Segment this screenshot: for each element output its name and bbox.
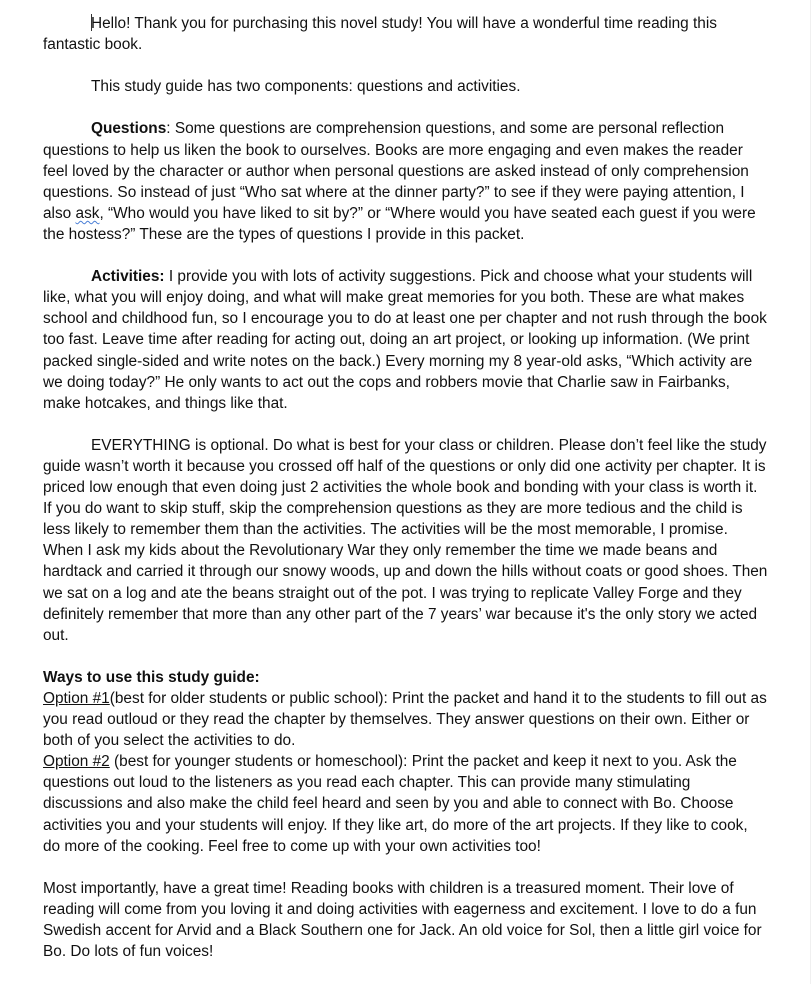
questions-text-2: , “Who would you have liked to sit by?” or “Where would you have seated each guest if you were the hostess?” These are the types of questions I provide in this packet.	[43, 204, 756, 243]
components-paragraph[interactable]: This study guide has two components: questions and activities.	[91, 78, 521, 96]
option1-label: Option #1	[43, 690, 110, 707]
blank-line	[43, 245, 768, 266]
blank-line	[43, 414, 768, 435]
intro-text: Hello! Thank you for purchasing this novel study! You will have a wonderful time reading this fantastic book.	[43, 15, 717, 54]
option2-text: (best for younger students or homeschool): Print the packet and keep it next to you. Ask the questions out loud to the listeners as you read each chapter. This can provide many stimulating discussions and also make the child feel heard and seen by you and able to connect with Bo. Choose activities you and your students will enjoy. If they like art, do more of the art projects. If they like to cook, do more of the cooking. Feel free to come up with your own activities too!	[43, 753, 748, 855]
blank-line	[43, 55, 768, 76]
document-body[interactable]	[43, 13, 768, 962]
blank-line	[43, 857, 768, 878]
activities-text: I provide you with lots of activity suggestions. Pick and choose what your students will like, what you will enjoy doing, and what will make great memories for you both. These are what makes school and childhood fun, so I encourage you to do at least one per chapter and not rush through the book too fast. Leave time after reading for acting out, doing an art project, or looking up information. (We print packed single-sided and write notes on the back.) Every morning my 8 year-old asks, “Which activity are we doing today?” He only wants to act out the cops and robbers movie that Charlie saw in Fairbanks, make hotcakes, and things like that.	[43, 268, 767, 412]
spellcheck-flagged-word[interactable]: ask	[75, 204, 100, 222]
closing-paragraph[interactable]: Most importantly, have a great time! Reading books with children is a treasured moment. Their love of reading will come from you loving it and doing activities with eagerness and excitement. I love to do a fun Swedish accent for Arvid and a Black Southern one for Jack. An old voice for Sol, then a little girl voice for Bo. Do lots of fun voices!	[43, 879, 762, 961]
questions-heading: Questions	[91, 120, 167, 138]
blank-line	[43, 646, 768, 667]
activities-paragraph[interactable]	[43, 266, 768, 414]
option2-paragraph[interactable]	[43, 751, 768, 856]
activities-heading: Activities:	[91, 268, 165, 286]
questions-text-1: : Some questions are comprehension questions, and some are personal reflection questions to help us liken the book to ourselves. Books are more engaging and even makes the reader feel loved by the character or author when personal questions are asked instead of only comprehension questions. So instead of just “Who sat where at the dinner party?” to see if they were paying attention, I also	[43, 120, 749, 222]
questions-paragraph[interactable]	[43, 118, 768, 245]
optional-paragraph[interactable]: EVERYTHING is optional. Do what is best for your class or children. Please don’t feel like the study guide wasn’t worth it because you crossed off half of the questions or only did one activity per chapter. It is priced low enough that even doing just 2 activities the whole book and bonding with your class is worth it. If you do want to skip stuff, skip the comprehension questions as they are more tedious and the child is less likely to remember them than the activities. The activities will be the most memorable, I promise. When I ask my kids about the Revolutionary War they only remember the time we made beans and hardtack and carried it through our snowy woods, up and down the hills without coats or good shoes. Then we sat on a log and ate the beans straight out of the pot. I was trying to replicate Valley Forge and they definitely remember that more than any other part of the 7 years’ war because it's the only story we acted out.	[43, 436, 768, 644]
option1-text: (best for older students or public school): Print the packet and hand it to the students to fill out as you read outloud or they read the chapter by themselves. They answer questions on their own. Either or both of you select the activities to do.	[43, 690, 767, 750]
ways-heading-text: Ways to use this study guide:	[43, 668, 260, 686]
intro-paragraph[interactable]	[43, 13, 768, 55]
ways-heading[interactable]	[43, 667, 768, 688]
option2-label: Option #2	[43, 753, 110, 771]
option1-paragraph[interactable]	[43, 688, 768, 751]
blank-line	[43, 97, 768, 118]
